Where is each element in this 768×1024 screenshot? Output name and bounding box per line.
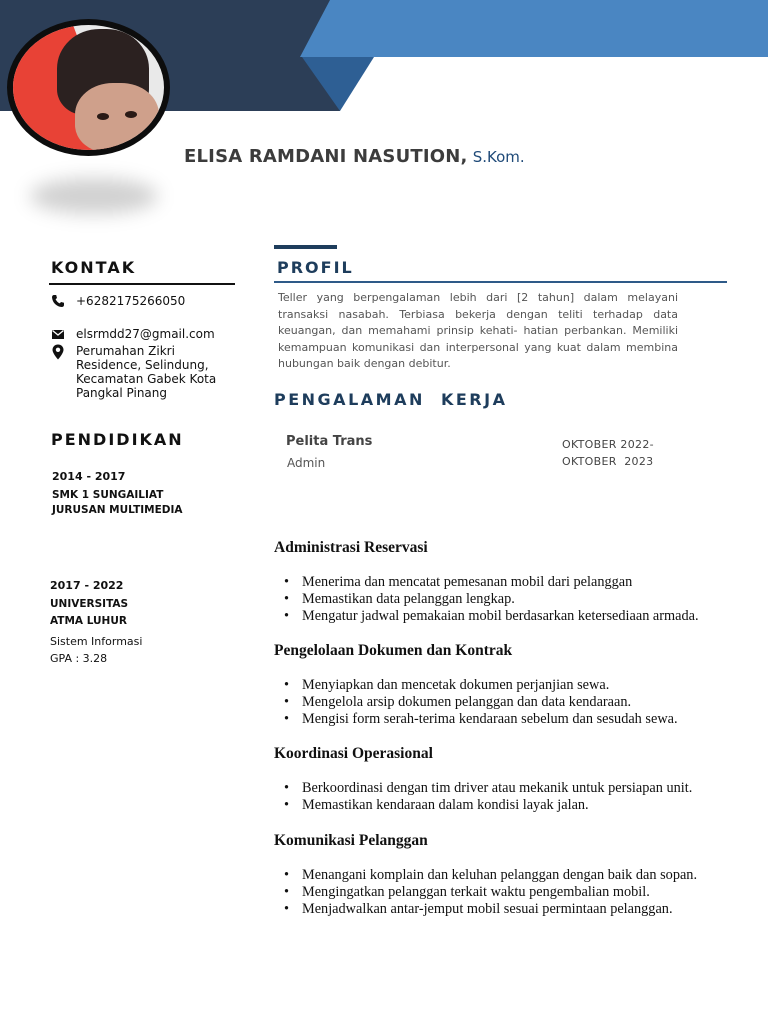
address-line: Residence, Selindung, [76, 358, 209, 372]
duty-list [284, 867, 697, 918]
header-blue-band [300, 0, 768, 57]
duty-heading: Komunikasi Pelanggan [274, 832, 428, 849]
duty-list [284, 574, 699, 625]
list-item: • Mengisi form serah-terima kendaraan sebelum dan sesudah sewa. [284, 711, 678, 728]
email-icon [51, 328, 65, 342]
list-item: • Memastikan data pelanggan lengkap. [284, 591, 699, 608]
list-item: • Menyiapkan dan mencetak dokumen perjanjian sewa. [284, 677, 678, 694]
list-item: • Mengatur jadwal pemakaian mobil berdasarkan ketersediaan armada. [284, 608, 699, 625]
candidate-name [184, 146, 525, 167]
edu2-gpa: GPA : 3.28 [50, 652, 108, 665]
address-line: Perumahan Zikri [76, 344, 175, 358]
duty-heading: Pengelolaan Dokumen dan Kontrak [274, 642, 513, 659]
email-text[interactable]: elsrmdd27@gmail.com [76, 327, 215, 341]
list-item: • Mengingatkan pelanggan terkait waktu pengembalian mobil. [284, 884, 697, 901]
phone-text[interactable]: +6282175266050 [76, 294, 186, 308]
degree-text: S.Kom. [472, 148, 525, 166]
list-item: • Menangani komplain dan keluhan pelanggan dengan baik dan sopan. [284, 867, 697, 884]
job-role: Admin [287, 456, 326, 470]
duty-list [284, 677, 678, 728]
edu1-years: 2014 - 2017 [52, 470, 126, 483]
company-name: Pelita Trans [286, 434, 373, 449]
photo-shadow [30, 178, 158, 214]
edu2-major: Sistem Informasi [50, 635, 143, 648]
profil-heading: PROFIL [277, 258, 354, 277]
list-item: • Berkoordinasi dengan tim driver atau mekanik untuk persiapan unit. [284, 780, 692, 797]
duty-heading: Koordinasi Operasional [274, 745, 433, 762]
location-pin-icon [51, 344, 65, 360]
address-line: Kecamatan Gabek Kota [76, 372, 217, 386]
edu1-school: SMK 1 SUNGAILIAT [52, 489, 164, 501]
name-text: ELISA RAMDANI NASUTION, [184, 146, 468, 167]
edu2-years: 2017 - 2022 [50, 579, 124, 592]
edu1-major: JURUSAN MULTIMEDIA [52, 504, 183, 516]
phone-icon [51, 294, 65, 308]
profil-divider [274, 281, 727, 283]
kontak-heading: KONTAK [51, 258, 137, 277]
job-period-start: OKTOBER 2022- [562, 438, 654, 451]
kontak-divider [49, 283, 235, 285]
profil-accent-bar [274, 245, 337, 249]
address-line: Pangkal Pinang [76, 386, 168, 400]
duty-list [284, 780, 692, 814]
edu2-school-line1: UNIVERSITAS [50, 598, 129, 610]
list-item: • Mengelola arsip dokumen pelanggan dan data kendaraan. [284, 694, 678, 711]
job-period-end: OKTOBER 2023 [562, 455, 654, 468]
list-item: • Memastikan kendaraan dalam kondisi layak jalan. [284, 797, 692, 814]
edu2-school-line2: ATMA LUHUR [50, 615, 127, 627]
list-item: • Menerima dan mencatat pemesanan mobil dari pelanggan [284, 574, 699, 591]
profile-photo [7, 19, 170, 156]
profil-summary: Teller yang berpengalaman lebih dari [2 tahun] dalam melayani transaksi nasabah. Terbiasa bekerja dengan teliti terhadap data keuangan, dan memahami prinsip kehati- hatian perbankan. Memiliki kemampuan komunikasi dan interpersonal yang kuat dalam membina hubungan baik dengan debitur. [278, 291, 678, 370]
pendidikan-heading: PENDIDIKAN [51, 430, 184, 449]
duty-heading: Administrasi Reservasi [274, 539, 428, 556]
pengalaman-heading: PENGALAMAN KERJA [274, 390, 508, 409]
list-item: • Menjadwalkan antar-jemput mobil sesuai permintaan pelanggan. [284, 901, 697, 918]
